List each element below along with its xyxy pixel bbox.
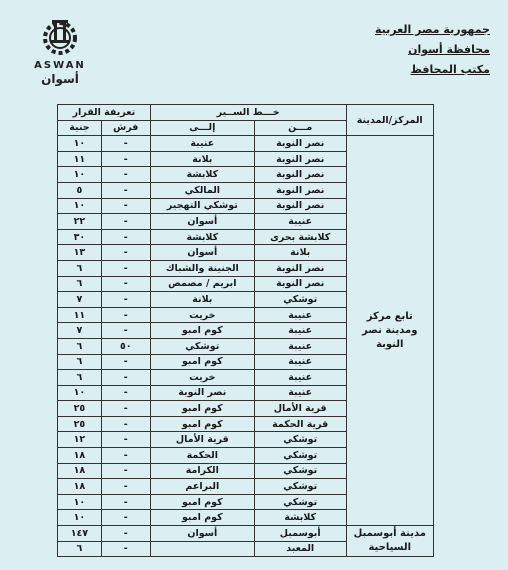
table-body: [58, 136, 434, 557]
mat-cell: -: [101, 307, 150, 323]
to-cell: كوم امبو: [150, 494, 254, 510]
from-cell: قرية الأمال: [254, 401, 346, 417]
pound-cell: ٧: [58, 292, 102, 308]
header-pound: جنية: [58, 120, 102, 136]
to-cell: ابريم / مصمص: [150, 276, 254, 292]
to-cell: الكرامة: [150, 463, 254, 479]
pound-cell: ٦: [58, 260, 102, 276]
to-cell: بلانة: [150, 292, 254, 308]
header-line-republic: جمهورية مصر العربية: [375, 23, 490, 36]
pound-cell: ١٢: [58, 432, 102, 448]
pound-cell: ١٠: [58, 494, 102, 510]
from-cell: توشكي: [254, 292, 346, 308]
mat-cell: ٥٠: [101, 338, 150, 354]
to-cell: المالكي: [150, 182, 254, 198]
to-cell: الجنينة والشباك: [150, 260, 254, 276]
pound-cell: ١٤٧: [58, 526, 102, 542]
from-cell: توشكي: [254, 448, 346, 464]
mat-cell: -: [101, 463, 150, 479]
to-cell: قرية الأمال: [150, 432, 254, 448]
mat-cell: -: [101, 151, 150, 167]
from-cell: نصر النوبة: [254, 182, 346, 198]
mat-cell: -: [101, 214, 150, 230]
mat-cell: -: [101, 198, 150, 214]
from-cell: قرية الحكمة: [254, 416, 346, 432]
mat-cell: -: [101, 526, 150, 542]
mat-cell: -: [101, 323, 150, 339]
pound-cell: ٥: [58, 182, 102, 198]
mat-cell: -: [101, 245, 150, 261]
tariff-table: [57, 104, 434, 557]
mat-cell: -: [101, 385, 150, 401]
to-cell: خريت: [150, 307, 254, 323]
pound-cell: ١٨: [58, 463, 102, 479]
to-cell: كوم امبو: [150, 323, 254, 339]
pound-cell: ٦: [58, 370, 102, 386]
header-line-office: مكتب المحافظ: [410, 63, 490, 76]
pound-cell: ١٠: [58, 136, 102, 152]
header-mat: فرش: [101, 120, 150, 136]
pound-cell: ٦: [58, 354, 102, 370]
mat-cell: -: [101, 229, 150, 245]
to-cell: توشكي التهجير: [150, 198, 254, 214]
mat-cell: -: [101, 479, 150, 495]
mat-cell: -: [101, 541, 150, 557]
from-cell: عنيبة: [254, 214, 346, 230]
region-cell: مدينة أبوسمبل السياحية: [346, 526, 433, 557]
to-cell: كوم امبو: [150, 510, 254, 526]
to-cell: نصر النوبة: [150, 385, 254, 401]
from-cell: عنيبة: [254, 338, 346, 354]
pound-cell: ١١: [58, 151, 102, 167]
from-cell: المعبد: [254, 541, 346, 557]
pound-cell: ٣٠: [58, 229, 102, 245]
pound-cell: ٢٥: [58, 416, 102, 432]
mat-cell: -: [101, 432, 150, 448]
pound-cell: ١٠: [58, 198, 102, 214]
pound-cell: ١٠: [58, 385, 102, 401]
gear-emblem-icon: [36, 14, 84, 58]
from-cell: عنيبة: [254, 385, 346, 401]
mat-cell: -: [101, 448, 150, 464]
header-line-governorate: محافظة أسوان: [408, 43, 490, 56]
from-cell: عنيبة: [254, 354, 346, 370]
from-cell: كلابشة: [254, 510, 346, 526]
to-cell: الحكمة: [150, 448, 254, 464]
from-cell: عنيبة: [254, 370, 346, 386]
header-region: المركز/المدينة: [346, 105, 433, 136]
pound-cell: ٢٢: [58, 214, 102, 230]
to-cell: أسوان: [150, 214, 254, 230]
aswan-logo: [22, 14, 98, 104]
from-cell: نصر النوبة: [254, 276, 346, 292]
header-tariff: تعريفة القرار: [58, 105, 151, 121]
to-cell: كوم امبو: [150, 416, 254, 432]
to-cell: توشكي: [150, 338, 254, 354]
mat-cell: -: [101, 370, 150, 386]
to-cell: كلابشة: [150, 167, 254, 183]
to-cell: خريت: [150, 370, 254, 386]
table-row: [58, 136, 434, 152]
to-cell: أسوان: [150, 526, 254, 542]
logo-latin-text: ASWAN: [34, 60, 86, 71]
to-cell: كوم امبو: [150, 401, 254, 417]
from-cell: توشكي: [254, 479, 346, 495]
pound-cell: ٧: [58, 323, 102, 339]
mat-cell: -: [101, 510, 150, 526]
to-cell: بلانة: [150, 151, 254, 167]
table-row: [58, 526, 434, 542]
pound-cell: ٢٥: [58, 401, 102, 417]
pound-cell: ١٨: [58, 448, 102, 464]
from-cell: نصر النوبة: [254, 167, 346, 183]
mat-cell: -: [101, 167, 150, 183]
to-cell: أسوان: [150, 245, 254, 261]
pound-cell: ١٠: [58, 167, 102, 183]
from-cell: عنيبة: [254, 323, 346, 339]
from-cell: توشكي: [254, 432, 346, 448]
pound-cell: ٦: [58, 541, 102, 557]
header-from: مـــن: [254, 120, 346, 136]
mat-cell: -: [101, 416, 150, 432]
logo-arabic-text: أسوان: [41, 72, 79, 86]
mat-cell: -: [101, 260, 150, 276]
from-cell: أبوسمبل: [254, 526, 346, 542]
to-cell: عنيبة: [150, 136, 254, 152]
pound-cell: ١٠: [58, 510, 102, 526]
to-cell: البراعم: [150, 479, 254, 495]
pound-cell: ١٣: [58, 245, 102, 261]
mat-cell: -: [101, 401, 150, 417]
from-cell: نصر النوبة: [254, 136, 346, 152]
from-cell: عنيبة: [254, 307, 346, 323]
mat-cell: -: [101, 354, 150, 370]
pound-cell: ١٨: [58, 479, 102, 495]
from-cell: نصر النوبة: [254, 260, 346, 276]
mat-cell: -: [101, 494, 150, 510]
mat-cell: -: [101, 292, 150, 308]
from-cell: توشكي: [254, 463, 346, 479]
pound-cell: ١١: [58, 307, 102, 323]
from-cell: بلانة: [254, 245, 346, 261]
mat-cell: -: [101, 182, 150, 198]
pound-cell: ٦: [58, 276, 102, 292]
header-to: إلـــى: [150, 120, 254, 136]
pound-cell: ٦: [58, 338, 102, 354]
to-cell: كوم امبو: [150, 354, 254, 370]
from-cell: كلابشة بحرى: [254, 229, 346, 245]
from-cell: توشكي: [254, 494, 346, 510]
header-route: خـــط الســير: [150, 105, 346, 121]
to-cell: [150, 541, 254, 557]
to-cell: كلابشة: [150, 229, 254, 245]
from-cell: نصر النوبة: [254, 151, 346, 167]
letterhead: [320, 20, 490, 80]
region-cell: تابع مركز ومدينة نصر النوبة: [346, 136, 433, 526]
from-cell: نصر النوبة: [254, 198, 346, 214]
mat-cell: -: [101, 136, 150, 152]
mat-cell: -: [101, 276, 150, 292]
